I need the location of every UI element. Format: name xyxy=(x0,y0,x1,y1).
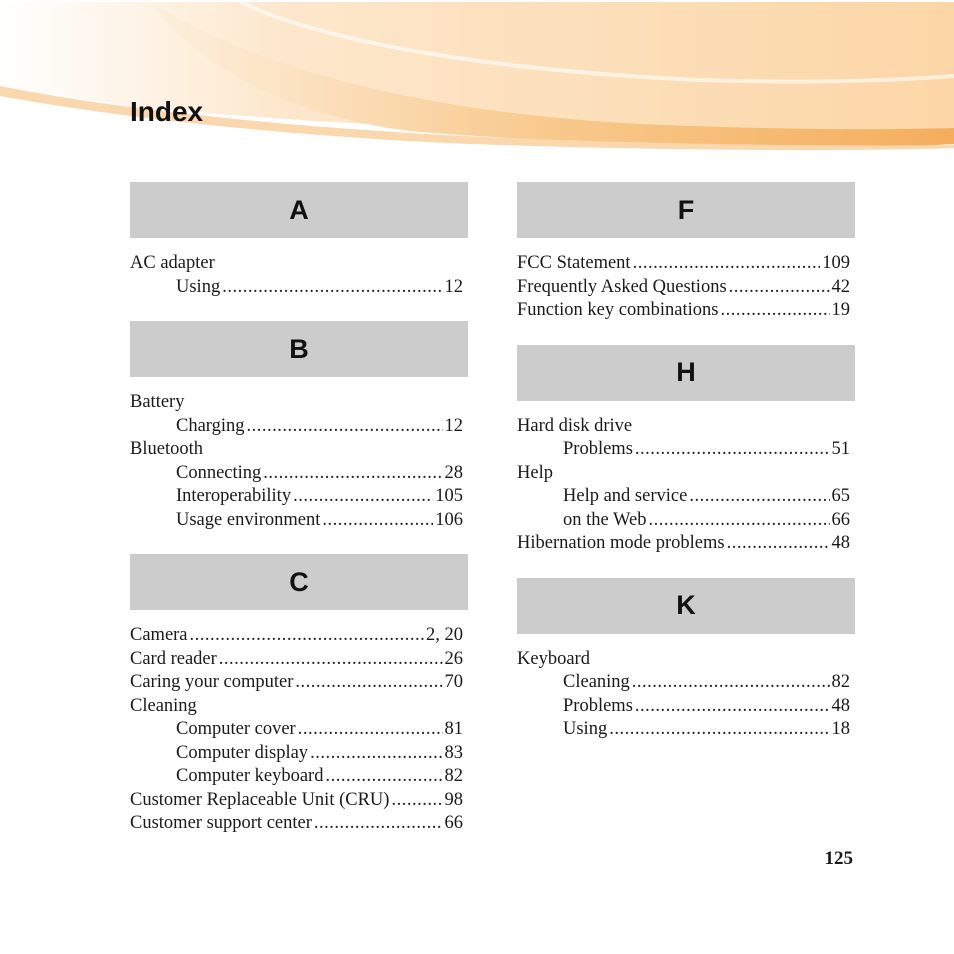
section-letter: K xyxy=(517,578,855,634)
index-entry xyxy=(517,648,855,672)
entry-page-ref[interactable]: 48 xyxy=(831,695,850,716)
page-title: Index xyxy=(130,96,204,127)
index-entry xyxy=(130,624,468,648)
index-entry xyxy=(517,299,855,323)
index-entries xyxy=(517,648,855,742)
entry-page-ref[interactable]: 12 xyxy=(444,276,463,297)
index-subentry xyxy=(130,742,468,766)
entry-page-ref[interactable]: 82 xyxy=(831,672,850,692)
entry-page-ref[interactable]: 19 xyxy=(831,300,850,320)
entry-label: Frequently Asked Questions xyxy=(517,276,727,297)
entry-label: Computer keyboard xyxy=(176,766,324,786)
index-entries xyxy=(517,252,855,323)
entry-label: Computer display xyxy=(176,742,309,763)
page-number: 125 xyxy=(824,848,853,869)
dot-leader xyxy=(190,624,424,648)
index-entries xyxy=(130,391,468,532)
index-subentry xyxy=(130,276,468,300)
entry-label: Charging xyxy=(176,415,245,436)
entry-label: Connecting xyxy=(176,462,262,483)
entry-page-ref[interactable]: 106 xyxy=(435,509,463,530)
entry-page-ref[interactable]: 81 xyxy=(444,719,463,739)
entry-page-ref[interactable]: 42 xyxy=(831,276,850,297)
entry-label: Battery xyxy=(130,392,185,412)
entry-page-ref[interactable]: 105 xyxy=(435,486,463,506)
entry-page-ref[interactable]: 66 xyxy=(444,813,463,833)
entry-label: Keyboard xyxy=(517,648,590,669)
entry-label: Customer Replaceable Unit (CRU) xyxy=(130,789,390,810)
section-letter: H xyxy=(517,345,855,401)
entry-page-ref[interactable]: 12 xyxy=(444,415,463,436)
entry-page-ref[interactable]: 98 xyxy=(444,789,463,810)
dot-leader xyxy=(632,671,830,695)
index-column-left xyxy=(130,182,468,858)
index-subentry xyxy=(130,415,468,439)
index-section-f xyxy=(517,182,855,323)
index-subentry xyxy=(517,438,855,462)
entry-label: on the Web xyxy=(563,509,647,530)
index-entry xyxy=(130,812,468,836)
index-subentry xyxy=(517,509,855,533)
index-section-h xyxy=(517,345,855,556)
dot-leader xyxy=(729,276,830,300)
dot-leader xyxy=(635,695,830,719)
index-section-b xyxy=(130,321,468,532)
dot-leader xyxy=(633,252,821,276)
dot-leader xyxy=(391,789,442,813)
dot-leader xyxy=(648,509,829,533)
index-entry xyxy=(130,391,468,415)
entry-page-ref[interactable]: 18 xyxy=(831,719,850,739)
dot-leader xyxy=(219,648,443,672)
index-entry xyxy=(130,438,468,462)
dot-leader xyxy=(720,299,829,323)
entry-label: Help and service xyxy=(563,486,688,506)
index-entries xyxy=(130,624,468,836)
entry-page-ref[interactable]: 82 xyxy=(444,766,463,786)
entry-label: Help xyxy=(517,462,553,483)
entry-page-ref[interactable]: 26 xyxy=(444,648,463,669)
index-entry xyxy=(130,671,468,695)
index-subentry xyxy=(130,509,468,533)
section-letter: B xyxy=(130,321,468,377)
section-letter: C xyxy=(130,554,468,610)
entry-page-ref[interactable]: 65 xyxy=(831,486,850,506)
entry-label: Cleaning xyxy=(563,672,630,692)
index-column-right xyxy=(517,182,855,764)
index-entry xyxy=(130,648,468,672)
entry-label: Cleaning xyxy=(130,695,197,716)
entry-label: Bluetooth xyxy=(130,439,203,459)
index-entry xyxy=(517,532,855,556)
index-subentry xyxy=(517,485,855,509)
index-section-k xyxy=(517,578,855,742)
entry-label: Hibernation mode problems xyxy=(517,533,725,553)
entry-label: Interoperability xyxy=(176,486,292,506)
dot-leader xyxy=(727,532,830,556)
index-subentry xyxy=(517,695,855,719)
index-entry xyxy=(517,276,855,300)
entry-label: Using xyxy=(563,719,608,739)
dot-leader xyxy=(325,765,442,789)
index-subentry xyxy=(130,765,468,789)
index-subentry xyxy=(130,718,468,742)
entry-label: Hard disk drive xyxy=(517,415,633,436)
section-letter: F xyxy=(517,182,855,238)
entry-page-ref[interactable]: 48 xyxy=(831,533,850,553)
index-entry xyxy=(517,415,855,439)
entry-label: Computer cover xyxy=(176,719,296,739)
entry-page-ref[interactable]: 2, 20 xyxy=(426,625,463,645)
index-entries xyxy=(130,252,468,299)
header-banner xyxy=(0,0,954,160)
dot-leader xyxy=(689,485,829,509)
entry-label: Using xyxy=(176,276,221,297)
dot-leader xyxy=(635,438,830,462)
entry-page-ref[interactable]: 83 xyxy=(444,742,463,763)
entry-label: FCC Statement xyxy=(517,253,631,273)
entry-page-ref[interactable]: 70 xyxy=(444,672,463,692)
dot-leader xyxy=(298,718,443,742)
index-entry xyxy=(130,252,468,276)
dot-leader xyxy=(263,462,442,486)
entry-page-ref[interactable]: 51 xyxy=(831,439,850,459)
index-section-c xyxy=(130,554,468,836)
entry-page-ref[interactable]: 109 xyxy=(822,253,850,273)
entry-label: Problems xyxy=(563,695,633,716)
dot-leader xyxy=(322,509,433,533)
entry-label: Function key combinations xyxy=(517,300,719,320)
index-entry xyxy=(130,789,468,813)
dot-leader xyxy=(314,812,443,836)
index-entry xyxy=(517,462,855,486)
index-subentry xyxy=(517,671,855,695)
entry-label: AC adapter xyxy=(130,253,215,273)
index-entry xyxy=(517,252,855,276)
dot-leader xyxy=(310,742,442,766)
index-entry xyxy=(130,695,468,719)
entry-label: Customer support center xyxy=(130,813,312,833)
entry-label: Usage environment xyxy=(176,509,321,530)
dot-leader xyxy=(222,276,442,300)
dot-leader xyxy=(609,718,829,742)
entry-page-ref[interactable]: 66 xyxy=(831,509,850,530)
dot-leader xyxy=(293,485,433,509)
entry-label: Card reader xyxy=(130,648,217,669)
entry-page-ref[interactable]: 28 xyxy=(444,462,463,483)
section-letter: A xyxy=(130,182,468,238)
entry-label: Camera xyxy=(130,625,188,645)
dot-leader xyxy=(247,415,443,439)
dot-leader xyxy=(295,671,442,695)
index-subentry xyxy=(130,485,468,509)
index-subentry xyxy=(130,462,468,486)
entry-label: Problems xyxy=(563,439,633,459)
index-entries xyxy=(517,415,855,556)
index-section-a xyxy=(130,182,468,299)
entry-label: Caring your computer xyxy=(130,672,294,692)
index-subentry xyxy=(517,718,855,742)
